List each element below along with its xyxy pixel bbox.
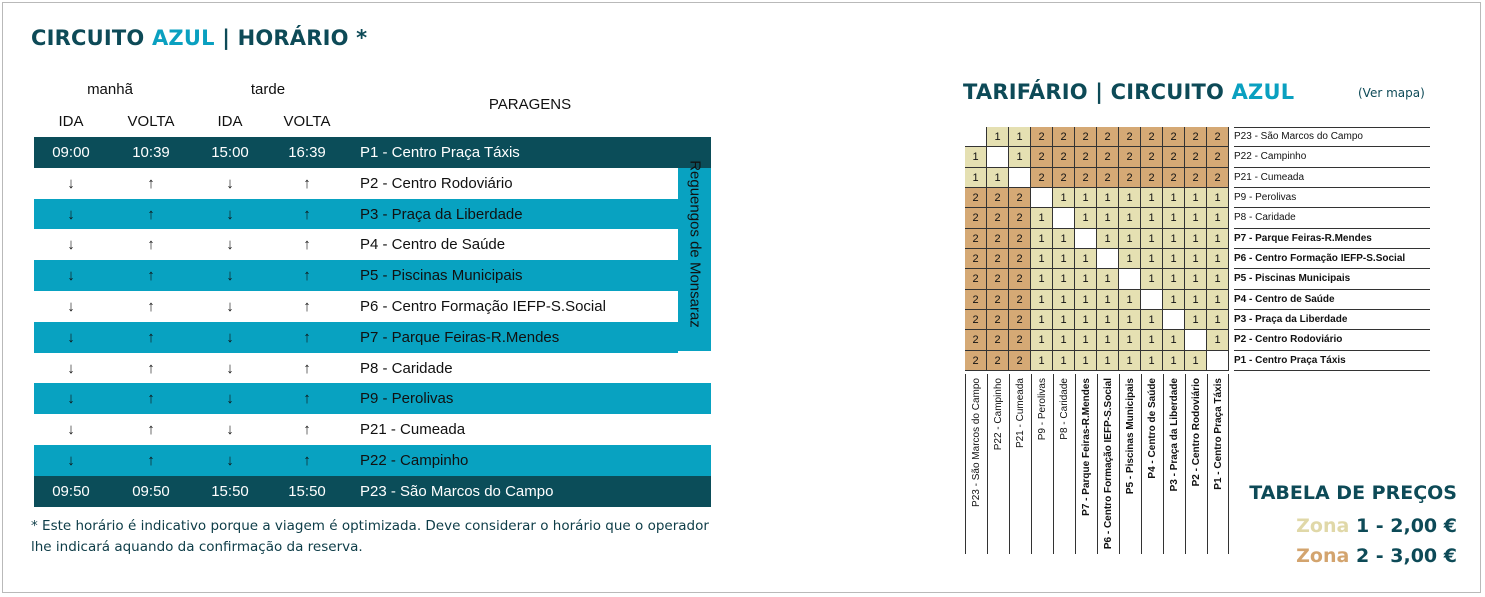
fare-cell: 2 (965, 229, 987, 249)
col-ida-morning: IDA (58, 113, 84, 130)
fare-cell: 1 (1163, 229, 1185, 249)
time-cell: ↑ (303, 390, 311, 408)
fare-cell: 1 (1141, 208, 1163, 228)
time-cell: ↓ (226, 328, 234, 346)
fare-cell: 2 (987, 188, 1009, 208)
stop-name: P3 - Praça da Liberdade (360, 205, 523, 223)
fare-cell: 1 (1053, 351, 1075, 371)
col-stop-column (987, 374, 1009, 554)
col-stop-label: P21 - Cumeada (1015, 378, 1026, 449)
fare-cell: 2 (1031, 147, 1053, 167)
fare-cell: 1 (1031, 290, 1053, 310)
fare-cell: 1 (1075, 290, 1097, 310)
fare-cell: 1 (965, 168, 987, 188)
fare-cell: 1 (1141, 249, 1163, 269)
fare-cell: 1 (1075, 269, 1097, 289)
period-afternoon: tarde (250, 81, 286, 98)
col-stop-column (1097, 374, 1119, 554)
fare-cell: 1 (1053, 249, 1075, 269)
zone-1-value: 1 - 2,00 € (1349, 515, 1457, 537)
col-stop-label: P9 - Perolivas (1037, 378, 1048, 441)
time-cell: ↓ (67, 267, 75, 285)
fare-cell: 2 (965, 310, 987, 330)
table-row (34, 383, 711, 414)
time-cell: ↑ (147, 298, 155, 315)
fare-cell: 2 (1009, 229, 1031, 249)
row-stop-label: P1 - Centro Praça Táxis (1234, 351, 1430, 371)
table-row (34, 137, 711, 168)
fare-cell: 2 (1009, 330, 1031, 350)
fare-cell: 1 (1053, 290, 1075, 310)
stop-name: P5 - Piscinas Municipais (360, 267, 523, 285)
stop-name: P4 - Centro de Saúde (360, 236, 506, 254)
fare-cell: 1 (1053, 310, 1075, 330)
time-cell: ↑ (147, 328, 155, 346)
col-stop-column (965, 374, 987, 554)
fare-cell: 1 (1185, 351, 1207, 371)
fare-cell: 2 (965, 269, 987, 289)
fare-cell: 1 (1075, 249, 1097, 269)
stop-name: P21 - Cumeada (360, 421, 466, 439)
fare-cell (1075, 229, 1097, 249)
time-cell: ↑ (147, 359, 155, 377)
fare-cell: 2 (1119, 127, 1141, 147)
fare-cell: 1 (1119, 351, 1141, 371)
col-stop-label: P23 - São Marcos do Campo (971, 378, 982, 507)
fare-cell: 1 (1207, 249, 1229, 269)
fare-cell: 2 (1097, 127, 1119, 147)
stop-name: P6 - Centro Formação IEFP-S.Social (360, 298, 606, 315)
fare-cell: 1 (1185, 208, 1207, 228)
fare-cell: 2 (987, 351, 1009, 371)
fare-cell: 1 (1141, 310, 1163, 330)
fare-cell: 1 (1163, 351, 1185, 371)
fare-cell (1009, 168, 1031, 188)
table-row (34, 353, 711, 384)
fare-cell: 1 (1097, 229, 1119, 249)
fare-cell: 2 (1163, 168, 1185, 188)
col-ida-afternoon: IDA (217, 113, 243, 130)
table-row (34, 414, 711, 445)
col-stop-column (1053, 374, 1075, 554)
fare-cell: 1 (987, 127, 1009, 147)
col-stop-column (1185, 374, 1207, 554)
fare-cell: 2 (1097, 147, 1119, 167)
row-stop-label: P3 - Praça da Liberdade (1234, 310, 1430, 330)
time-cell: ↓ (67, 328, 75, 346)
fare-cell: 1 (1009, 127, 1031, 147)
table-row (34, 445, 711, 476)
row-stop-label: P4 - Centro de Saúde (1234, 290, 1430, 310)
fare-cell: 2 (987, 249, 1009, 269)
fare-cell: 1 (1119, 229, 1141, 249)
schedule-title-text: CIRCUITO (31, 26, 152, 50)
time-cell: ↓ (67, 298, 75, 315)
fare-cell: 1 (1141, 269, 1163, 289)
fare-cell: 1 (987, 168, 1009, 188)
fare-cell: 1 (1031, 269, 1053, 289)
fare-cell: 1 (1097, 269, 1119, 289)
fare-cell: 2 (965, 249, 987, 269)
zone-2-word: Zona (1296, 545, 1350, 567)
fare-cell: 1 (1097, 351, 1119, 371)
time-cell: ↓ (226, 236, 234, 254)
time-cell: 15:00 (211, 144, 249, 161)
time-cell: 16:39 (288, 144, 326, 161)
time-cell: ↓ (67, 205, 75, 223)
time-cell: ↑ (303, 236, 311, 254)
fare-cell: 2 (1009, 290, 1031, 310)
fare-cell: 2 (1163, 127, 1185, 147)
time-cell: ↓ (67, 452, 75, 469)
col-stop-column (1009, 374, 1031, 554)
zone-1-word: Zona (1296, 515, 1350, 537)
fare-cell: 1 (1053, 188, 1075, 208)
time-cell: ↑ (303, 205, 311, 223)
side-label-text: Reguengos de Monsaraz (686, 160, 703, 328)
fare-cell: 2 (1185, 147, 1207, 167)
time-cell: ↓ (226, 298, 234, 315)
side-label (678, 137, 711, 351)
schedule-title (31, 26, 367, 50)
fare-cell: 2 (1053, 168, 1075, 188)
fare-cell: 1 (1185, 290, 1207, 310)
map-link[interactable]: (Ver mapa) (1358, 86, 1425, 100)
time-cell: ↓ (67, 236, 75, 254)
fare-cell: 1 (1185, 249, 1207, 269)
fare-cell: 1 (1163, 330, 1185, 350)
fare-cell: 1 (1097, 310, 1119, 330)
fare-cell: 1 (1097, 330, 1119, 350)
col-stop-label: P2 - Centro Rodoviário (1191, 378, 1202, 487)
col-stop-column (1075, 374, 1097, 554)
fare-cell: 2 (1119, 147, 1141, 167)
fare-cell: 1 (1031, 249, 1053, 269)
col-stop-label: P7 - Parque Feiras-R.Mendes (1081, 378, 1092, 516)
fare-cell: 2 (1053, 127, 1075, 147)
time-cell: ↑ (147, 174, 155, 192)
fare-cell: 1 (1075, 351, 1097, 371)
col-stop-column (1119, 374, 1141, 554)
fare-cell: 2 (1097, 168, 1119, 188)
time-cell: ↑ (303, 267, 311, 285)
time-cell: ↑ (303, 328, 311, 346)
col-stop-label: P22 - Campinho (993, 378, 1004, 451)
tariff-title-text: TARIFÁRIO | CIRCUITO (963, 80, 1232, 104)
fare-cell: 2 (1009, 208, 1031, 228)
fare-cell: 2 (987, 208, 1009, 228)
fare-cell: 1 (1207, 310, 1229, 330)
fare-cell: 2 (965, 351, 987, 371)
fare-cell: 2 (1163, 147, 1185, 167)
col-stop-column (1141, 374, 1163, 554)
table-row (34, 199, 678, 230)
fare-cell: 2 (1207, 127, 1229, 147)
col-stop-column (1163, 374, 1185, 554)
fare-cell: 2 (1009, 188, 1031, 208)
fare-cell: 2 (1075, 168, 1097, 188)
tariff-title-accent: AZUL (1231, 80, 1295, 104)
fare-cell: 1 (1009, 147, 1031, 167)
time-cell: ↓ (226, 205, 234, 223)
stop-name: P9 - Perolivas (360, 390, 454, 408)
time-cell: ↓ (67, 174, 75, 192)
time-cell: 15:50 (288, 482, 326, 500)
fare-cell: 1 (1185, 310, 1207, 330)
fare-cell: 1 (1163, 290, 1185, 310)
zone-1-price (1296, 515, 1457, 537)
fare-cell: 1 (1053, 229, 1075, 249)
col-stop-label: P5 - Piscinas Municipais (1125, 378, 1136, 495)
fare-cell: 1 (965, 147, 987, 167)
fare-cell: 1 (1207, 290, 1229, 310)
time-cell: ↓ (226, 421, 234, 439)
col-volta-morning: VOLTA (127, 113, 175, 130)
time-cell: ↑ (147, 452, 155, 469)
stop-name: P22 - Campinho (360, 452, 469, 469)
fare-cell: 1 (1119, 208, 1141, 228)
fare-cell (1163, 310, 1185, 330)
time-cell: ↑ (303, 421, 311, 439)
time-cell: 09:50 (52, 482, 90, 500)
row-stop-label: P23 - São Marcos do Campo (1234, 127, 1430, 147)
fare-cell: 2 (1185, 127, 1207, 147)
schedule-title-accent: AZUL (151, 26, 215, 50)
fare-cell: 1 (1185, 269, 1207, 289)
zone-2-value: 2 - 3,00 € (1349, 545, 1457, 567)
table-row (34, 260, 678, 291)
fare-cell: 1 (1185, 188, 1207, 208)
stop-name: P7 - Parque Feiras-R.Mendes (360, 328, 560, 346)
fare-cell: 2 (1119, 168, 1141, 188)
fare-cell: 2 (1009, 351, 1031, 371)
fare-cell (987, 147, 1009, 167)
time-cell: ↓ (67, 390, 75, 408)
fare-cell: 1 (1075, 188, 1097, 208)
time-cell: ↑ (303, 174, 311, 192)
fare-cell: 2 (1207, 168, 1229, 188)
fare-cell: 2 (987, 330, 1009, 350)
col-stop-label: P1 - Centro Praça Táxis (1213, 378, 1224, 490)
fare-cell: 2 (965, 290, 987, 310)
time-cell: ↑ (147, 421, 155, 439)
fare-cell: 1 (1207, 229, 1229, 249)
time-cell: ↑ (303, 359, 311, 377)
table-row (34, 168, 678, 199)
fare-cell: 1 (1097, 290, 1119, 310)
fare-cell (1053, 208, 1075, 228)
time-cell: ↑ (303, 452, 311, 469)
time-cell: ↓ (226, 390, 234, 408)
row-stop-label: P9 - Perolivas (1234, 188, 1430, 208)
fare-cell (1141, 290, 1163, 310)
time-cell: ↑ (303, 298, 311, 315)
time-cell: ↓ (226, 267, 234, 285)
col-volta-afternoon: VOLTA (283, 113, 331, 130)
fare-cell: 2 (1031, 127, 1053, 147)
fare-cell (1097, 249, 1119, 269)
row-stop-label: P8 - Caridade (1234, 208, 1430, 228)
row-stop-label: P22 - Campinho (1234, 147, 1430, 167)
fare-cell: 2 (1031, 168, 1053, 188)
table-row (34, 291, 678, 322)
table-row (34, 322, 678, 353)
fare-cell: 1 (1141, 229, 1163, 249)
fare-cell: 1 (1031, 351, 1053, 371)
fare-cell: 1 (1031, 229, 1053, 249)
stop-name: P2 - Centro Rodoviário (360, 174, 513, 192)
fare-cell: 2 (1075, 127, 1097, 147)
fare-cell: 1 (1119, 249, 1141, 269)
fare-cell: 2 (1009, 269, 1031, 289)
stop-name: P8 - Caridade (360, 359, 453, 377)
table-row (34, 229, 678, 260)
zone-2-price (1296, 545, 1457, 567)
fare-cell: 1 (1141, 330, 1163, 350)
fare-cell: 2 (1009, 249, 1031, 269)
fare-cell (1185, 330, 1207, 350)
schedule-title-suffix: | HORÁRIO * (214, 26, 368, 50)
fare-cell: 1 (1119, 188, 1141, 208)
stop-name: P1 - Centro Praça Táxis (360, 144, 520, 161)
fare-cell: 2 (987, 229, 1009, 249)
fare-cell: 2 (965, 188, 987, 208)
time-cell: ↓ (226, 174, 234, 192)
fare-cell (965, 127, 987, 147)
fare-cell: 2 (1207, 147, 1229, 167)
fare-cell (1119, 269, 1141, 289)
time-cell: ↓ (67, 359, 75, 377)
row-stop-label: P21 - Cumeada (1234, 168, 1430, 188)
table-row (34, 476, 711, 507)
fare-cell: 1 (1163, 249, 1185, 269)
fare-cell: 1 (1053, 269, 1075, 289)
schedule-note: * Este horário é indicativo porque a viagem é optimizada. Deve considerar o horário que o operador lhe indicará aquando da confirmação da reserva. (31, 518, 709, 555)
fare-cell (1031, 188, 1053, 208)
fare-cell: 1 (1163, 188, 1185, 208)
fare-cell: 1 (1141, 351, 1163, 371)
fare-cell: 2 (965, 330, 987, 350)
col-stop-label: P4 - Centro de Saúde (1147, 378, 1158, 479)
time-cell: ↑ (147, 205, 155, 223)
price-table-title: TABELA DE PREÇOS (1249, 482, 1457, 504)
fare-cell: 1 (1207, 208, 1229, 228)
fare-cell: 2 (1053, 147, 1075, 167)
time-cell: ↓ (226, 452, 234, 469)
tariff-matrix (965, 127, 1229, 371)
fare-cell: 1 (1163, 269, 1185, 289)
col-stop-label: P6 - Centro Formação IEFP-S.Social (1103, 378, 1114, 550)
fare-cell: 1 (1163, 208, 1185, 228)
row-stop-label: P2 - Centro Rodoviário (1234, 330, 1430, 350)
fare-cell: 2 (1009, 310, 1031, 330)
fare-cell: 1 (1119, 330, 1141, 350)
col-stop-column (1031, 374, 1053, 554)
fare-cell: 1 (1119, 310, 1141, 330)
col-stop-column (1207, 374, 1229, 554)
fare-cell: 2 (1141, 147, 1163, 167)
col-stops: PARAGENS (488, 96, 572, 113)
fare-cell: 2 (987, 310, 1009, 330)
fare-cell: 2 (1141, 127, 1163, 147)
fare-cell: 1 (1031, 330, 1053, 350)
fare-cell: 1 (1207, 188, 1229, 208)
fare-cell (1207, 351, 1229, 371)
time-cell: 09:00 (52, 144, 90, 161)
time-cell: ↑ (147, 390, 155, 408)
fare-cell: 2 (1185, 168, 1207, 188)
fare-cell: 2 (1141, 168, 1163, 188)
period-morning: manhã (87, 81, 133, 98)
fare-cell: 1 (1097, 188, 1119, 208)
row-stop-label: P5 - Piscinas Municipais (1234, 269, 1430, 289)
stop-name: P23 - São Marcos do Campo (360, 482, 554, 500)
time-cell: ↑ (147, 267, 155, 285)
fare-cell: 2 (987, 269, 1009, 289)
fare-cell: 1 (1075, 330, 1097, 350)
fare-cell: 1 (1053, 330, 1075, 350)
row-stop-label: P7 - Parque Feiras-R.Mendes (1234, 229, 1430, 249)
col-stop-label: P3 - Praça da Liberdade (1169, 378, 1180, 492)
fare-cell: 2 (965, 208, 987, 228)
tariff-title (963, 80, 1294, 104)
row-stop-label: P6 - Centro Formação IEFP-S.Social (1234, 249, 1430, 269)
fare-cell: 2 (987, 290, 1009, 310)
time-cell: ↓ (226, 359, 234, 377)
fare-cell: 2 (1075, 147, 1097, 167)
fare-cell: 1 (1031, 208, 1053, 228)
time-cell: 10:39 (132, 144, 170, 161)
time-cell: 15:50 (211, 482, 249, 500)
time-cell: 09:50 (132, 482, 170, 500)
time-cell: ↓ (67, 421, 75, 439)
time-cell: ↑ (147, 236, 155, 254)
fare-cell: 1 (1141, 188, 1163, 208)
fare-cell: 1 (1119, 290, 1141, 310)
fare-cell: 1 (1207, 330, 1229, 350)
fare-cell: 1 (1185, 229, 1207, 249)
fare-cell: 1 (1031, 310, 1053, 330)
fare-cell: 1 (1207, 269, 1229, 289)
fare-cell: 1 (1075, 208, 1097, 228)
fare-cell: 1 (1097, 208, 1119, 228)
fare-cell: 1 (1075, 310, 1097, 330)
col-stop-label: P8 - Caridade (1059, 378, 1070, 440)
